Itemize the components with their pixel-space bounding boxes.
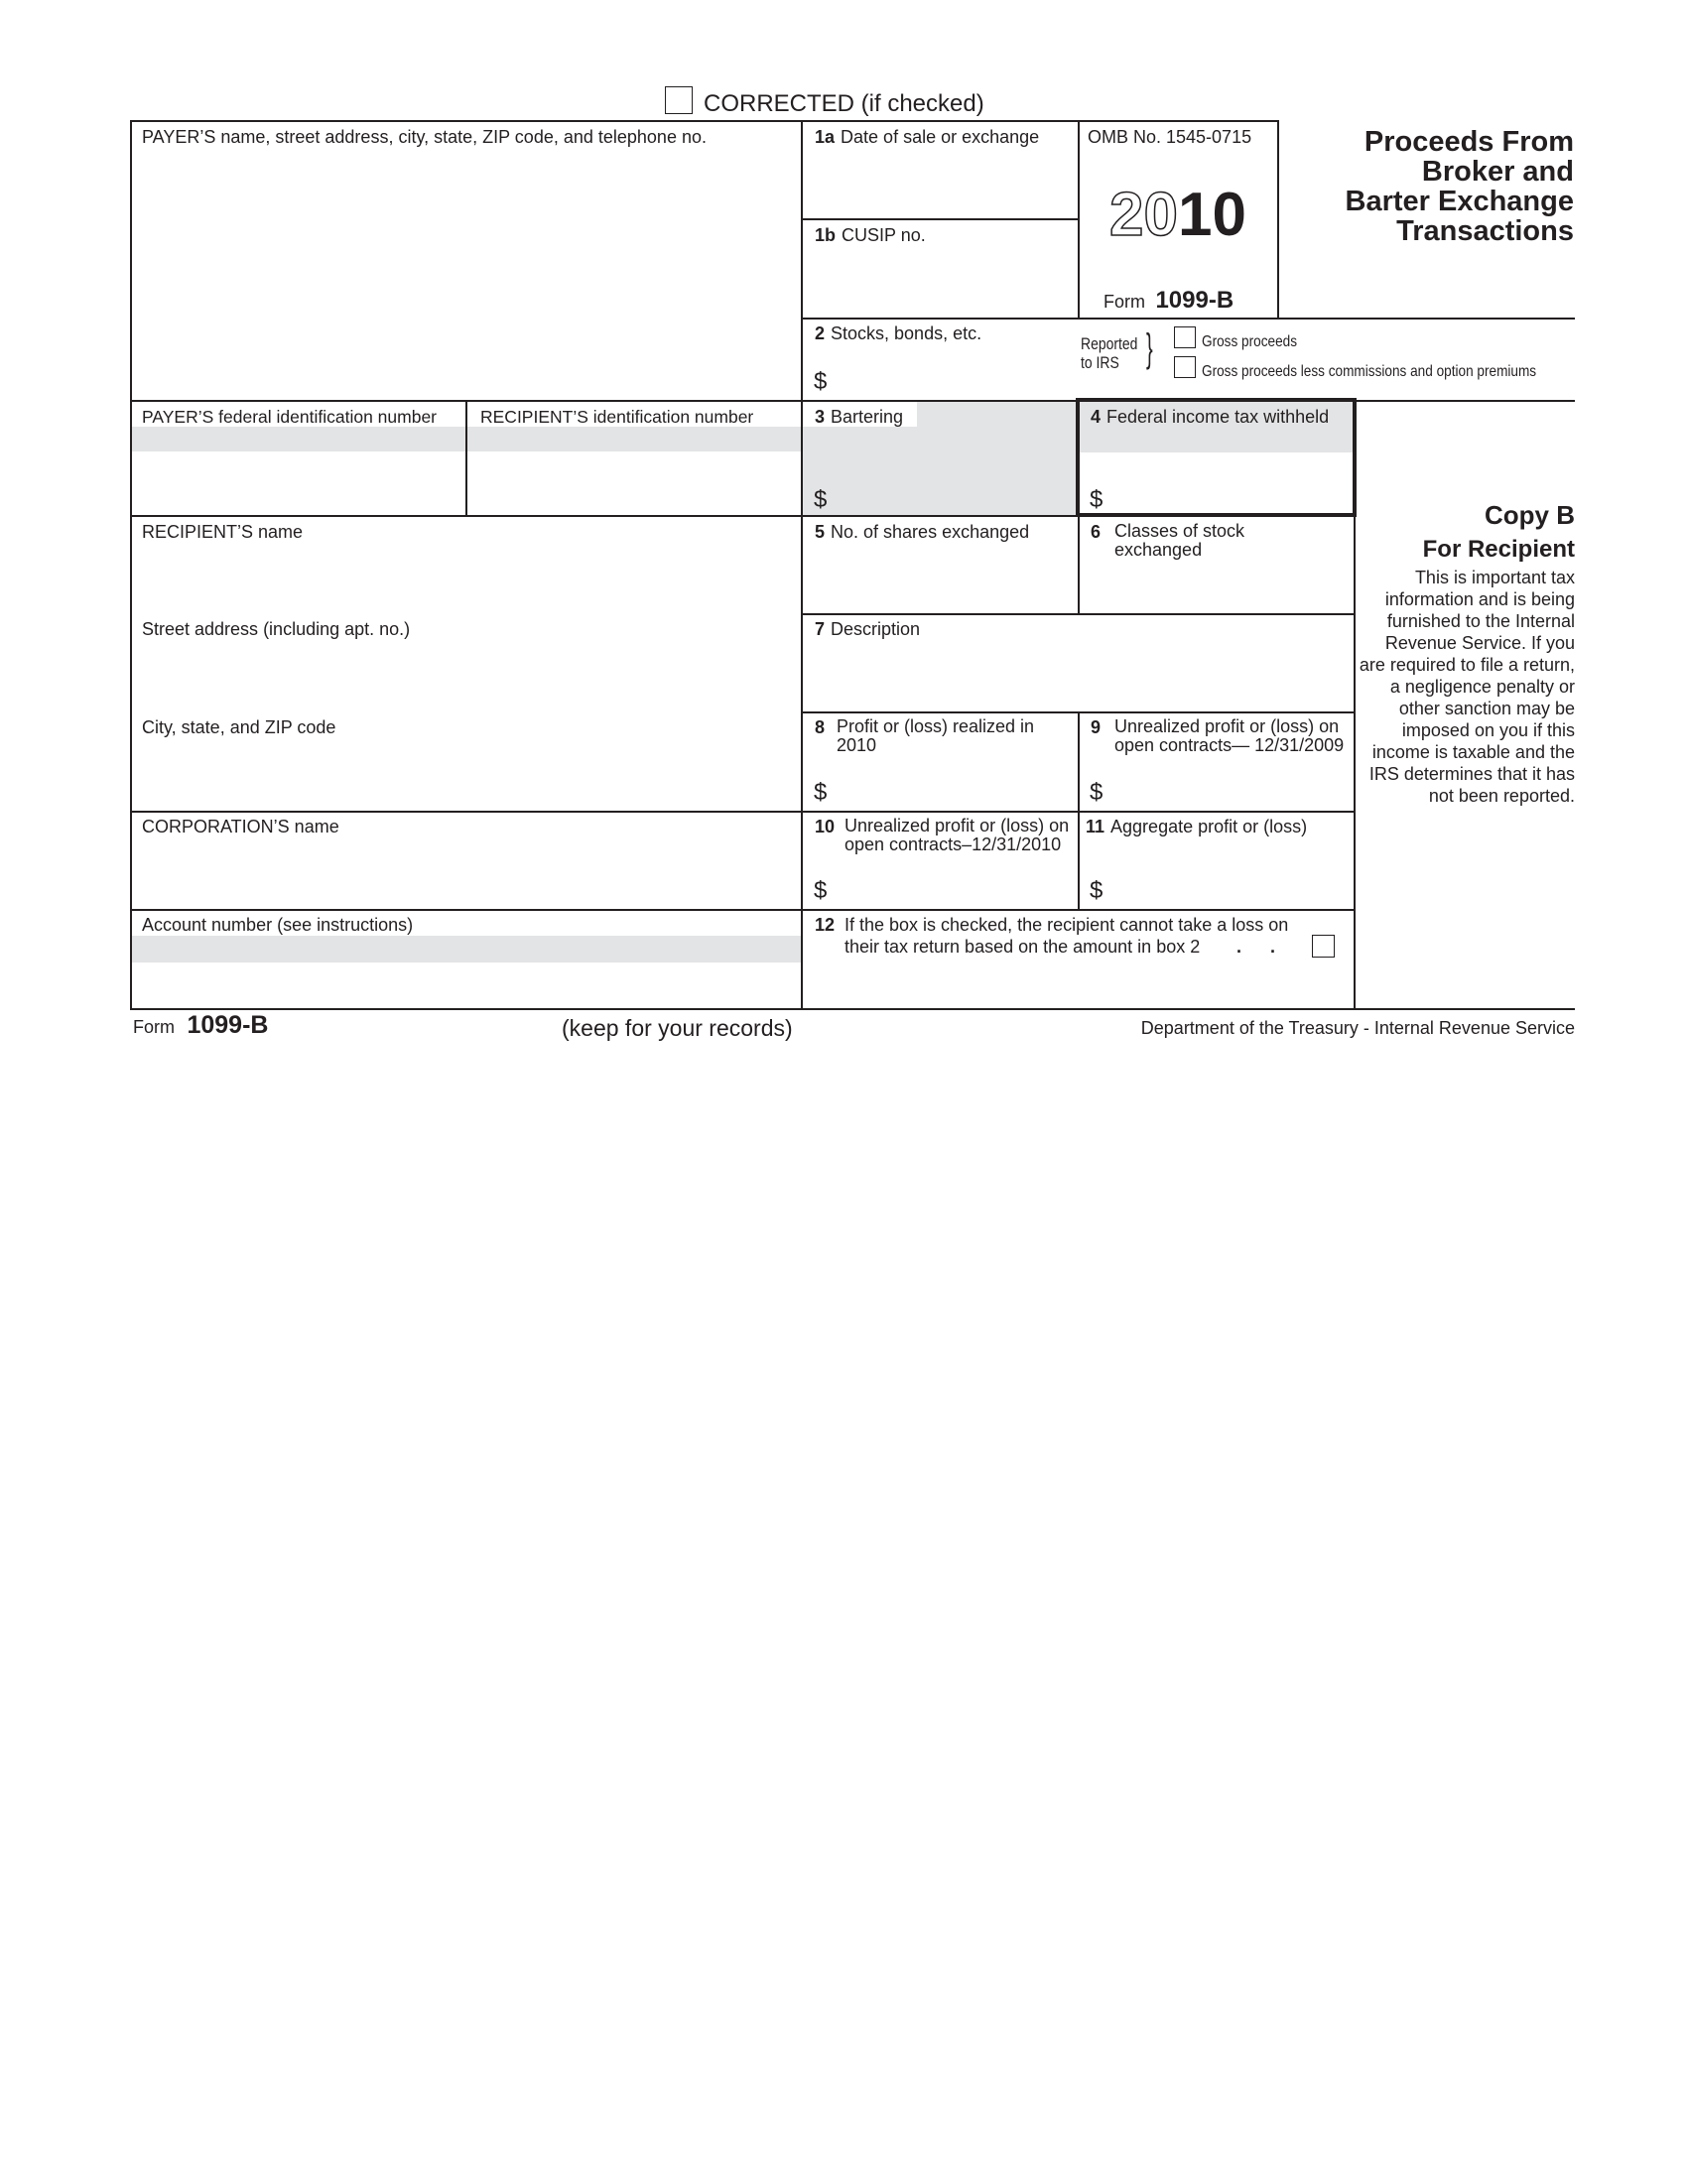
- account-number-label: Account number (see instructions): [142, 915, 414, 935]
- copy-notice: This is important tax information and is being furnished to the Internal Revenue Service. If you are required to file a return, a negligence penalty or other sanction may be imposed on you if this income is taxable and the IRS determines that it has not been reported.: [1359, 568, 1575, 806]
- box7-field[interactable]: [803, 643, 1354, 710]
- box12-dots: . .: [1236, 937, 1288, 957]
- city-state-zip-field[interactable]: [132, 742, 801, 810]
- box4-dollar: $: [1090, 486, 1104, 513]
- tax-year: 2010: [1109, 181, 1246, 249]
- box8-label: Profit or (loss) realized in 2010: [837, 716, 1035, 755]
- corrected-checkbox[interactable]: [665, 86, 693, 114]
- box6-num: 6: [1091, 522, 1102, 542]
- box9-num: 9: [1091, 717, 1102, 737]
- box9-label: Unrealized profit or (loss) on open contracts— 12/31/2009: [1114, 716, 1345, 755]
- corporation-name-label: CORPORATION’S name: [142, 817, 339, 836]
- box4-field[interactable]: [1109, 456, 1352, 512]
- box8-dollar: $: [814, 779, 828, 806]
- box12-label-line1: If the box is checked, the recipient cannot take a loss on: [844, 915, 1289, 935]
- box8-field[interactable]: [834, 759, 1078, 809]
- footer-dept: Department of the Treasury - Internal Revenue Service: [1140, 1018, 1575, 1038]
- box6-field[interactable]: [1080, 566, 1354, 613]
- box2-dollar: $: [814, 368, 828, 395]
- reported-to-irs: Reported to IRS: [1081, 334, 1138, 372]
- box11-field[interactable]: [1109, 858, 1354, 908]
- box9-field[interactable]: [1109, 759, 1354, 809]
- box1b-field[interactable]: [803, 248, 1078, 318]
- gross-less-label: Gross proceeds less commissions and option premiums: [1202, 363, 1537, 380]
- box2-field[interactable]: [834, 347, 1078, 397]
- box10-dollar: $: [814, 877, 828, 904]
- box12-checkbox[interactable]: [1312, 935, 1335, 958]
- box1a-label: 1a Date of sale or exchange: [815, 127, 1040, 147]
- box4-label: 4 Federal income tax withheld: [1091, 407, 1330, 427]
- box8-num: 8: [815, 717, 826, 737]
- box6-label: Classes of stock exchanged: [1114, 521, 1245, 560]
- recipient-name-field[interactable]: [132, 546, 801, 615]
- city-state-zip-label: City, state, and ZIP code: [142, 717, 336, 737]
- recipient-id-field[interactable]: [467, 451, 801, 499]
- corporation-name-field[interactable]: [132, 840, 801, 908]
- account-shade: [132, 936, 801, 963]
- box12-num: 12: [815, 915, 836, 935]
- footer-form-number: Form 1099-B: [133, 1011, 269, 1039]
- gross-proceeds-checkbox[interactable]: [1174, 326, 1196, 348]
- copy-heading: Copy B: [1485, 500, 1575, 530]
- gross-less-checkbox[interactable]: [1174, 356, 1196, 378]
- copy-subheading: For Recipient: [1422, 536, 1575, 563]
- recipient-id-label: RECIPIENT’S identification number: [480, 407, 754, 427]
- box3-field[interactable]: [834, 456, 1078, 514]
- reported-brace: }: [1146, 326, 1153, 370]
- payer-fed-id-field[interactable]: [132, 451, 465, 499]
- box10-field[interactable]: [834, 858, 1078, 908]
- form-title: Proceeds From Broker and Barter Exchange Transactions: [1345, 126, 1574, 247]
- box11-dollar: $: [1090, 877, 1104, 904]
- box9-dollar: $: [1090, 779, 1104, 806]
- box7-label: 7 Description: [815, 619, 921, 639]
- box10-num: 10: [815, 817, 836, 836]
- payer-name-field[interactable]: [132, 149, 801, 399]
- account-number-field[interactable]: [132, 963, 801, 1007]
- footer-keep: (keep for your records): [562, 1015, 793, 1041]
- street-address-label: Street address (including apt. no.): [142, 619, 411, 639]
- box1a-field[interactable]: [803, 149, 1078, 218]
- payer-name-label: PAYER’S name, street address, city, state, ZIP code, and telephone no.: [142, 127, 707, 147]
- box3-label: 3 Bartering: [815, 407, 904, 427]
- recipient-id-shade: [467, 427, 801, 451]
- box1b-label: 1b CUSIP no.: [815, 225, 926, 245]
- omb-form-number: Form 1099-B: [1104, 287, 1234, 314]
- corrected-label: CORRECTED (if checked): [704, 90, 984, 117]
- box11-label: 11 Aggregate profit or (loss): [1086, 817, 1308, 836]
- payer-id-shade: [132, 427, 465, 451]
- gross-proceeds-label: Gross proceeds: [1202, 333, 1297, 350]
- box5-label: 5 No. of shares exchanged: [815, 522, 1030, 542]
- box10-label: Unrealized profit or (loss) on open contracts–12/31/2010: [844, 816, 1070, 854]
- box5-field[interactable]: [803, 546, 1078, 613]
- omb-number: OMB No. 1545-0715: [1088, 127, 1252, 147]
- street-address-field[interactable]: [132, 643, 801, 712]
- recipient-name-label: RECIPIENT’S name: [142, 522, 304, 542]
- payer-fed-id-label: PAYER’S federal identification number: [142, 407, 438, 427]
- box2-label: 2 Stocks, bonds, etc.: [815, 323, 982, 343]
- box3-dollar: $: [814, 486, 828, 513]
- box12-label-line2: their tax return based on the amount in box 2: [844, 937, 1201, 957]
